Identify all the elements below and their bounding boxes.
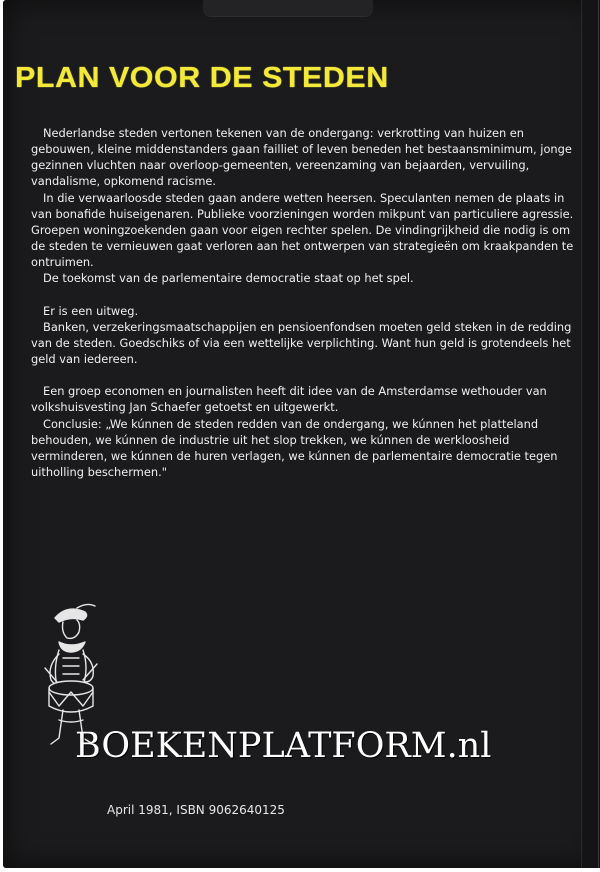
blurb-paragraph-1: Nederlandse steden vertonen tekenen van de ondergang: verkrotting van huizen en gebouwen, kleine middenstanders gaan failliet of leven beneden het bestaansminimum, jonge gezinnen vluchten naar overloop-gemeenten, vereenzaming van bejaarden, vervuiling, vandalisme, opkomend racisme.: [31, 126, 572, 189]
blurb-paragraph-6: Een groep economen en journalisten heeft dit idee van de Amsterdamse wethouder van volkshuisvesting Jan Schaefer getoetst en uitgewerkt.: [31, 384, 547, 415]
book-back-cover: [3, 0, 597, 868]
blurb-paragraph-7: Conclusie: „We kúnnen de steden redden van de ondergang, we kúnnen het platteland behouden, we kúnnen de industrie uit het slop trekken, we kúnnen de werkloosheid verminderen, we kúnnen de huren verlagen, we kúnnen de parlementaire democratie tegen uitholling beschermen.": [31, 416, 558, 479]
blurb-paragraph-5: Banken, verzekeringsmaatschappijen en pensioenfondsen moeten geld steken in de redding van de steden. Goedschiks of via een wettelijke verplichting. Want hun geld is grotendeels het geld van iedereen.: [31, 319, 572, 367]
book-spine-edge: [581, 0, 600, 868]
blurb-text: [31, 125, 576, 480]
blurb-paragraph-3: De toekomst van de parlementaire democratie staat op het spel.: [43, 271, 414, 286]
cover-top-tab: [203, 0, 373, 17]
watermark-text: BOEKENPLATFORM.nl: [75, 726, 492, 766]
blurb-paragraph-2: In die verwaarloosde steden gaan andere wetten heersen. Speculanten nemen de plaats in van bonafide huiseigenaren. Publieke voorzieningen worden mikpunt van particuliere agressie. Groepen woningzoekenden gaan voor eigen rechter spelen. De vindingrijkheid die nodig is om de steden te vernieuwen gaat verloren aan het ontwerpen van strategieën om kraakpanden te ontruimen.: [31, 190, 574, 270]
blurb-paragraph-4: Er is een uitweg.: [43, 303, 139, 318]
book-title: PLAN VOOR DE STEDEN: [15, 62, 389, 94]
spine-line: [598, 0, 599, 868]
publication-info: April 1981, ISBN 9062640125: [107, 803, 285, 817]
